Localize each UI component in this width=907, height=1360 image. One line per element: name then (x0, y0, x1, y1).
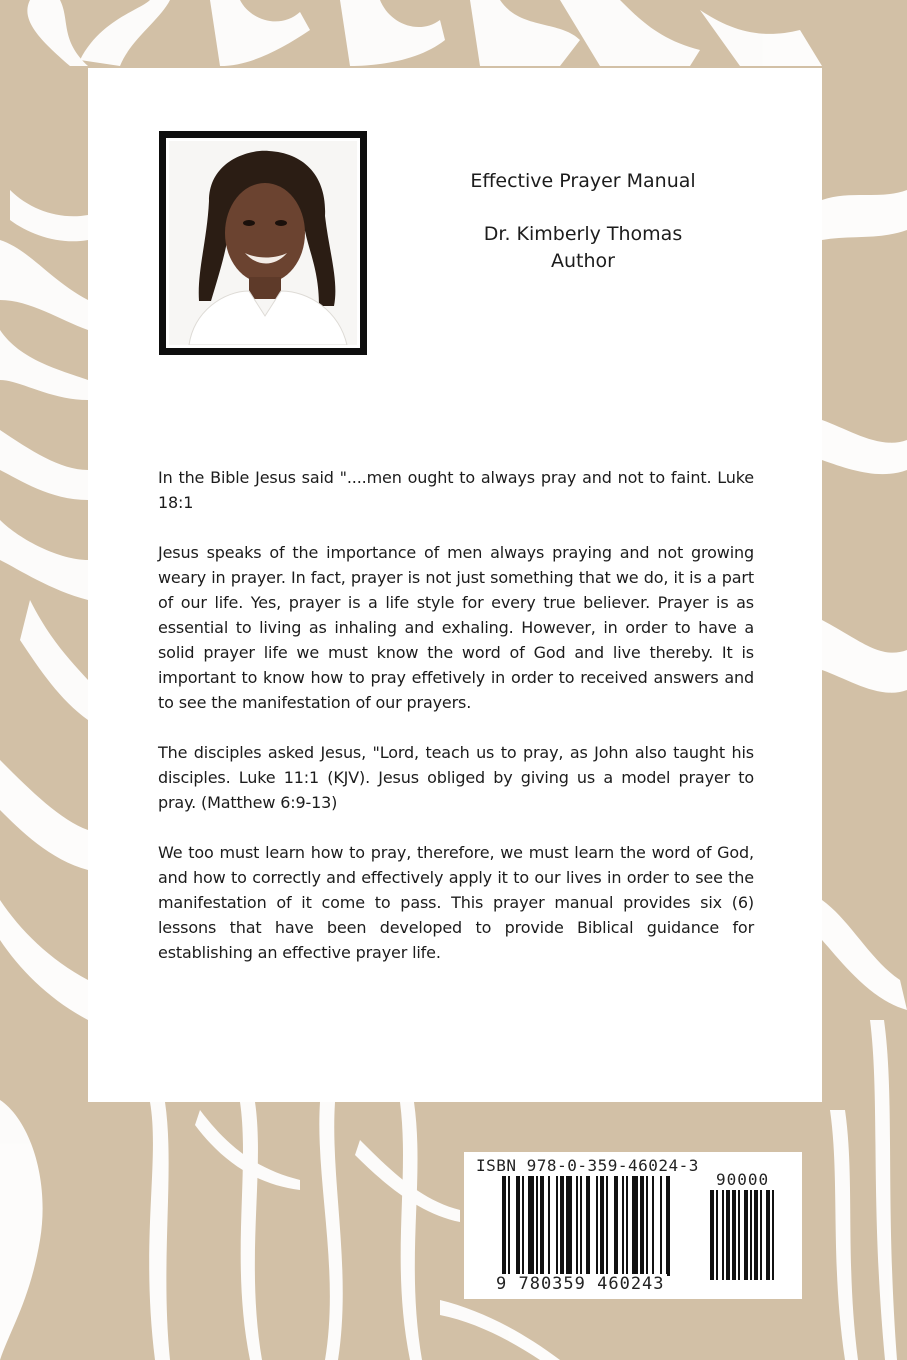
isbn-barcode (464, 1152, 802, 1299)
price-code: 90000 (716, 1170, 770, 1189)
title-block (388, 168, 778, 275)
barcode-digits: 9 780359 460243 (496, 1274, 665, 1294)
description-paragraph: Jesus speaks of the importance of men always praying and not growing weary in prayer. In fact, prayer is not just something that we do, it is a part of our life. Yes, prayer is a life style for every true believer. Prayer is as essential to living as inhaling and exhaling. However, in order to have a solid prayer life we must know the word of God and live thereby. It is important to know how to pray effetively in order to received answers and to see the manifestation of our prayers. (158, 543, 754, 712)
description-paragraph: The disciples asked Jesus, "Lord, teach us to pray, as John also taught his disciples. Luke 11:1 (KJV). Jesus obliged by giving us a model prayer to pray. (Matthew 6:9-13) (158, 743, 754, 812)
cover-text-panel (88, 68, 822, 1102)
author-role: Author (551, 250, 615, 272)
author-photo (166, 138, 360, 348)
author-photo-frame (159, 131, 367, 355)
isbn-label: ISBN 978-0-359-46024-3 (476, 1156, 699, 1175)
author-name: Dr. Kimberly Thomas (483, 223, 683, 245)
book-title: Effective Prayer Manual (470, 170, 696, 192)
description-paragraph: In the Bible Jesus said "....men ought to always pray and not to faint. Luke 18:1 (158, 468, 754, 512)
description-paragraph: We too must learn how to pray, therefore, we must learn the word of God, and how to correctly and effectively apply it to our lives in order to see the manifestation of it come to pass. This prayer manual provides six (6) lessons that have been developed to provide Biblical guidance for establishing an effective prayer life. (158, 843, 754, 962)
book-description (158, 465, 754, 990)
